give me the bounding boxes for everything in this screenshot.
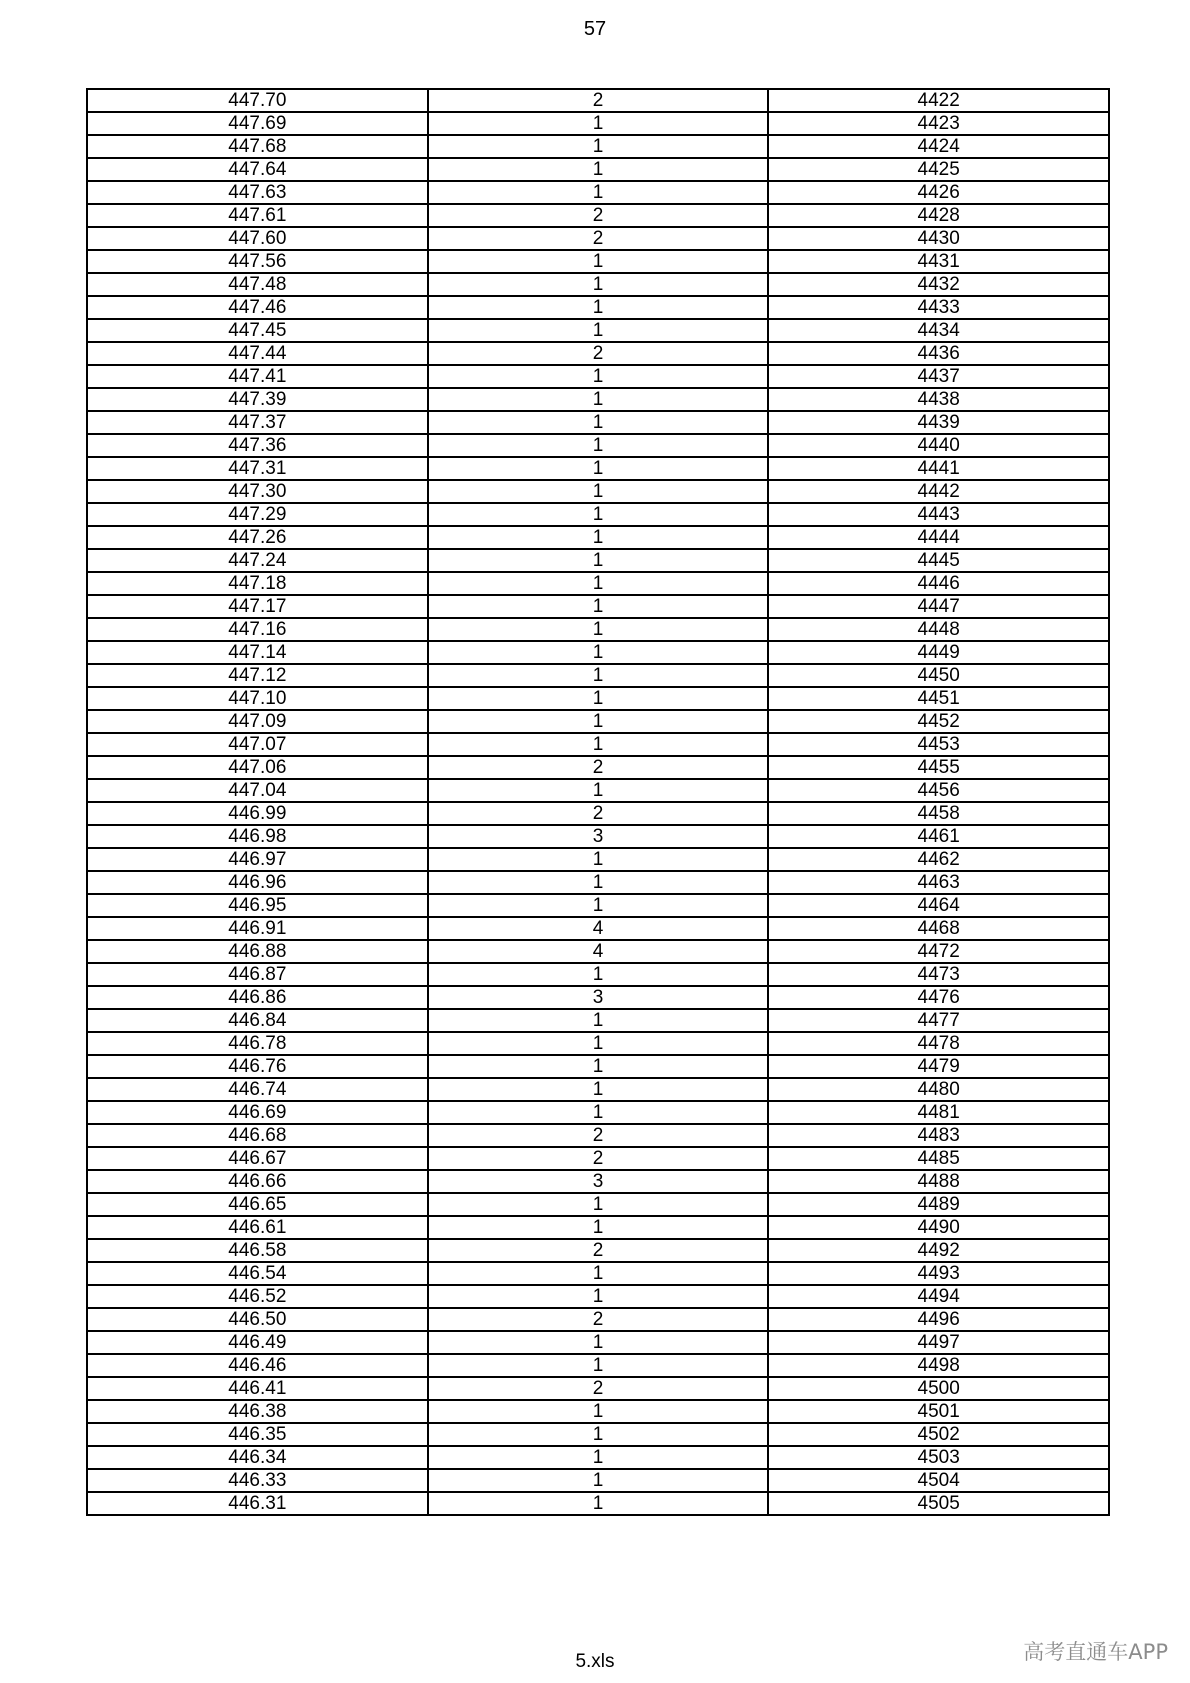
count-cell: 1 [428, 1101, 769, 1124]
table-row [87, 1147, 1109, 1170]
table-row [87, 1101, 1109, 1124]
cumulative-cell: 4500 [768, 1377, 1109, 1400]
score-cell: 447.06 [87, 756, 428, 779]
score-cell: 447.69 [87, 112, 428, 135]
count-cell: 1 [428, 779, 769, 802]
table-row [87, 112, 1109, 135]
cumulative-cell: 4433 [768, 296, 1109, 319]
score-cell: 447.46 [87, 296, 428, 319]
table-row [87, 825, 1109, 848]
cumulative-cell: 4438 [768, 388, 1109, 411]
cumulative-cell: 4430 [768, 227, 1109, 250]
cumulative-cell: 4462 [768, 848, 1109, 871]
cumulative-cell: 4494 [768, 1285, 1109, 1308]
count-cell: 4 [428, 917, 769, 940]
cumulative-cell: 4483 [768, 1124, 1109, 1147]
cumulative-cell: 4468 [768, 917, 1109, 940]
table-row [87, 687, 1109, 710]
count-cell: 2 [428, 1377, 769, 1400]
count-cell: 1 [428, 319, 769, 342]
table-row [87, 871, 1109, 894]
cumulative-cell: 4441 [768, 457, 1109, 480]
table-row [87, 1492, 1109, 1515]
table-row [87, 1354, 1109, 1377]
count-cell: 1 [428, 250, 769, 273]
footer-filename: 5.xls [575, 1651, 615, 1672]
score-cell: 447.48 [87, 273, 428, 296]
score-cell: 446.58 [87, 1239, 428, 1262]
cumulative-cell: 4436 [768, 342, 1109, 365]
table-row [87, 1009, 1109, 1032]
cumulative-cell: 4449 [768, 641, 1109, 664]
score-cell: 446.97 [87, 848, 428, 871]
table-row [87, 1239, 1109, 1262]
cumulative-cell: 4498 [768, 1354, 1109, 1377]
cumulative-cell: 4496 [768, 1308, 1109, 1331]
count-cell: 1 [428, 411, 769, 434]
score-cell: 446.66 [87, 1170, 428, 1193]
score-cell: 447.68 [87, 135, 428, 158]
score-cell: 446.54 [87, 1262, 428, 1285]
table-row [87, 641, 1109, 664]
table-row [87, 158, 1109, 181]
score-cell: 446.46 [87, 1354, 428, 1377]
score-cell: 447.61 [87, 204, 428, 227]
score-cell: 447.14 [87, 641, 428, 664]
count-cell: 1 [428, 733, 769, 756]
score-cell: 446.52 [87, 1285, 428, 1308]
table-row [87, 779, 1109, 802]
table-row [87, 1308, 1109, 1331]
score-cell: 447.56 [87, 250, 428, 273]
table-row [87, 1032, 1109, 1055]
count-cell: 1 [428, 1055, 769, 1078]
score-cell: 446.34 [87, 1446, 428, 1469]
table-row [87, 1124, 1109, 1147]
count-cell: 1 [428, 135, 769, 158]
table-row [87, 1170, 1109, 1193]
table-row [87, 1423, 1109, 1446]
table-row [87, 526, 1109, 549]
count-cell: 2 [428, 1239, 769, 1262]
cumulative-cell: 4473 [768, 963, 1109, 986]
count-cell: 1 [428, 434, 769, 457]
page-number: 57 [583, 18, 607, 40]
table-row [87, 894, 1109, 917]
cumulative-cell: 4428 [768, 204, 1109, 227]
table-row [87, 618, 1109, 641]
score-cell: 447.18 [87, 572, 428, 595]
cumulative-cell: 4439 [768, 411, 1109, 434]
score-cell: 447.45 [87, 319, 428, 342]
count-cell: 2 [428, 1124, 769, 1147]
table-row [87, 503, 1109, 526]
cumulative-cell: 4490 [768, 1216, 1109, 1239]
count-cell: 1 [428, 549, 769, 572]
table-row [87, 1400, 1109, 1423]
table-row [87, 204, 1109, 227]
score-cell: 447.64 [87, 158, 428, 181]
table-row [87, 664, 1109, 687]
cumulative-cell: 4458 [768, 802, 1109, 825]
watermark-text: 高考直通车APP [1023, 1640, 1168, 1664]
cumulative-cell: 4463 [768, 871, 1109, 894]
table-row [87, 940, 1109, 963]
table-row [87, 1377, 1109, 1400]
count-cell: 2 [428, 756, 769, 779]
score-cell: 447.70 [87, 89, 428, 112]
table-row [87, 986, 1109, 1009]
cumulative-cell: 4479 [768, 1055, 1109, 1078]
table-row [87, 89, 1109, 112]
cumulative-cell: 4437 [768, 365, 1109, 388]
score-cell: 447.36 [87, 434, 428, 457]
cumulative-cell: 4447 [768, 595, 1109, 618]
table-row [87, 549, 1109, 572]
cumulative-cell: 4445 [768, 549, 1109, 572]
cumulative-cell: 4481 [768, 1101, 1109, 1124]
score-cell: 447.07 [87, 733, 428, 756]
cumulative-cell: 4446 [768, 572, 1109, 595]
score-table-container [86, 88, 1110, 1516]
table-row [87, 572, 1109, 595]
cumulative-cell: 4480 [768, 1078, 1109, 1101]
cumulative-cell: 4504 [768, 1469, 1109, 1492]
score-cell: 446.61 [87, 1216, 428, 1239]
score-cell: 446.38 [87, 1400, 428, 1423]
table-row [87, 1469, 1109, 1492]
score-cell: 447.12 [87, 664, 428, 687]
count-cell: 1 [428, 687, 769, 710]
count-cell: 1 [428, 963, 769, 986]
score-cell: 446.88 [87, 940, 428, 963]
score-cell: 446.65 [87, 1193, 428, 1216]
count-cell: 1 [428, 273, 769, 296]
table-row [87, 296, 1109, 319]
count-cell: 1 [428, 641, 769, 664]
count-cell: 1 [428, 1492, 769, 1515]
count-cell: 2 [428, 342, 769, 365]
table-row [87, 365, 1109, 388]
score-cell: 447.44 [87, 342, 428, 365]
cumulative-cell: 4440 [768, 434, 1109, 457]
table-row [87, 963, 1109, 986]
table-row [87, 250, 1109, 273]
cumulative-cell: 4431 [768, 250, 1109, 273]
score-cell: 447.37 [87, 411, 428, 434]
cumulative-cell: 4472 [768, 940, 1109, 963]
cumulative-cell: 4505 [768, 1492, 1109, 1515]
count-cell: 1 [428, 664, 769, 687]
score-cell: 447.10 [87, 687, 428, 710]
score-cell: 447.39 [87, 388, 428, 411]
count-cell: 3 [428, 1170, 769, 1193]
count-cell: 1 [428, 1285, 769, 1308]
table-row [87, 1285, 1109, 1308]
count-cell: 1 [428, 181, 769, 204]
score-cell: 447.29 [87, 503, 428, 526]
score-cell: 447.16 [87, 618, 428, 641]
cumulative-cell: 4492 [768, 1239, 1109, 1262]
score-cell: 446.84 [87, 1009, 428, 1032]
cumulative-cell: 4423 [768, 112, 1109, 135]
score-cell: 446.33 [87, 1469, 428, 1492]
score-cell: 446.95 [87, 894, 428, 917]
cumulative-cell: 4450 [768, 664, 1109, 687]
score-cell: 447.41 [87, 365, 428, 388]
score-cell: 446.86 [87, 986, 428, 1009]
cumulative-cell: 4497 [768, 1331, 1109, 1354]
table-row [87, 342, 1109, 365]
count-cell: 3 [428, 825, 769, 848]
count-cell: 1 [428, 1446, 769, 1469]
cumulative-cell: 4485 [768, 1147, 1109, 1170]
table-row [87, 181, 1109, 204]
score-cell: 446.41 [87, 1377, 428, 1400]
count-cell: 1 [428, 365, 769, 388]
count-cell: 1 [428, 618, 769, 641]
table-row [87, 595, 1109, 618]
cumulative-cell: 4432 [768, 273, 1109, 296]
count-cell: 1 [428, 572, 769, 595]
count-cell: 1 [428, 848, 769, 871]
cumulative-cell: 4501 [768, 1400, 1109, 1423]
score-cell: 446.74 [87, 1078, 428, 1101]
score-cell: 446.67 [87, 1147, 428, 1170]
cumulative-cell: 4425 [768, 158, 1109, 181]
count-cell: 1 [428, 595, 769, 618]
cumulative-cell: 4451 [768, 687, 1109, 710]
score-cell: 446.87 [87, 963, 428, 986]
cumulative-cell: 4502 [768, 1423, 1109, 1446]
count-cell: 1 [428, 526, 769, 549]
cumulative-cell: 4455 [768, 756, 1109, 779]
score-cell: 447.63 [87, 181, 428, 204]
count-cell: 1 [428, 1078, 769, 1101]
table-row [87, 1193, 1109, 1216]
cumulative-cell: 4424 [768, 135, 1109, 158]
count-cell: 1 [428, 1216, 769, 1239]
table-row [87, 135, 1109, 158]
score-cell: 447.09 [87, 710, 428, 733]
score-cell: 447.30 [87, 480, 428, 503]
count-cell: 2 [428, 802, 769, 825]
count-cell: 1 [428, 457, 769, 480]
count-cell: 1 [428, 1469, 769, 1492]
cumulative-cell: 4476 [768, 986, 1109, 1009]
score-cell: 446.76 [87, 1055, 428, 1078]
count-cell: 1 [428, 1193, 769, 1216]
count-cell: 1 [428, 480, 769, 503]
table-row [87, 1331, 1109, 1354]
score-cell: 446.91 [87, 917, 428, 940]
table-row [87, 434, 1109, 457]
table-row [87, 319, 1109, 342]
score-cell: 447.04 [87, 779, 428, 802]
score-cell: 447.26 [87, 526, 428, 549]
table-row [87, 227, 1109, 250]
cumulative-cell: 4426 [768, 181, 1109, 204]
cumulative-cell: 4448 [768, 618, 1109, 641]
count-cell: 4 [428, 940, 769, 963]
table-row [87, 1078, 1109, 1101]
score-cell: 446.96 [87, 871, 428, 894]
score-cell: 446.98 [87, 825, 428, 848]
table-row [87, 457, 1109, 480]
cumulative-cell: 4477 [768, 1009, 1109, 1032]
score-cell: 446.49 [87, 1331, 428, 1354]
count-cell: 2 [428, 204, 769, 227]
cumulative-cell: 4461 [768, 825, 1109, 848]
count-cell: 1 [428, 1354, 769, 1377]
count-cell: 2 [428, 1147, 769, 1170]
table-row [87, 802, 1109, 825]
count-cell: 1 [428, 158, 769, 181]
cumulative-cell: 4488 [768, 1170, 1109, 1193]
count-cell: 1 [428, 503, 769, 526]
table-row [87, 1446, 1109, 1469]
count-cell: 1 [428, 1400, 769, 1423]
score-cell: 447.31 [87, 457, 428, 480]
score-cell: 447.24 [87, 549, 428, 572]
cumulative-cell: 4464 [768, 894, 1109, 917]
score-cell: 446.69 [87, 1101, 428, 1124]
table-row [87, 1055, 1109, 1078]
score-cell: 447.60 [87, 227, 428, 250]
count-cell: 1 [428, 296, 769, 319]
score-cell: 446.31 [87, 1492, 428, 1515]
cumulative-cell: 4503 [768, 1446, 1109, 1469]
table-row [87, 710, 1109, 733]
score-table [86, 88, 1110, 1516]
table-row [87, 917, 1109, 940]
cumulative-cell: 4456 [768, 779, 1109, 802]
cumulative-cell: 4453 [768, 733, 1109, 756]
cumulative-cell: 4478 [768, 1032, 1109, 1055]
table-row [87, 733, 1109, 756]
cumulative-cell: 4434 [768, 319, 1109, 342]
score-cell: 446.68 [87, 1124, 428, 1147]
score-cell: 446.78 [87, 1032, 428, 1055]
count-cell: 1 [428, 710, 769, 733]
count-cell: 2 [428, 227, 769, 250]
table-body [87, 89, 1109, 1515]
count-cell: 1 [428, 1423, 769, 1446]
cumulative-cell: 4443 [768, 503, 1109, 526]
cumulative-cell: 4422 [768, 89, 1109, 112]
cumulative-cell: 4493 [768, 1262, 1109, 1285]
count-cell: 1 [428, 1032, 769, 1055]
count-cell: 1 [428, 894, 769, 917]
cumulative-cell: 4489 [768, 1193, 1109, 1216]
cumulative-cell: 4442 [768, 480, 1109, 503]
score-cell: 446.35 [87, 1423, 428, 1446]
count-cell: 1 [428, 1262, 769, 1285]
cumulative-cell: 4444 [768, 526, 1109, 549]
score-cell: 446.99 [87, 802, 428, 825]
count-cell: 1 [428, 112, 769, 135]
count-cell: 3 [428, 986, 769, 1009]
table-row [87, 848, 1109, 871]
score-cell: 446.50 [87, 1308, 428, 1331]
count-cell: 1 [428, 1009, 769, 1032]
table-row [87, 273, 1109, 296]
count-cell: 2 [428, 1308, 769, 1331]
count-cell: 1 [428, 388, 769, 411]
table-row [87, 1262, 1109, 1285]
table-row [87, 756, 1109, 779]
table-row [87, 388, 1109, 411]
count-cell: 1 [428, 871, 769, 894]
table-row [87, 1216, 1109, 1239]
count-cell: 1 [428, 1331, 769, 1354]
table-row [87, 480, 1109, 503]
table-row [87, 411, 1109, 434]
count-cell: 2 [428, 89, 769, 112]
score-cell: 447.17 [87, 595, 428, 618]
cumulative-cell: 4452 [768, 710, 1109, 733]
